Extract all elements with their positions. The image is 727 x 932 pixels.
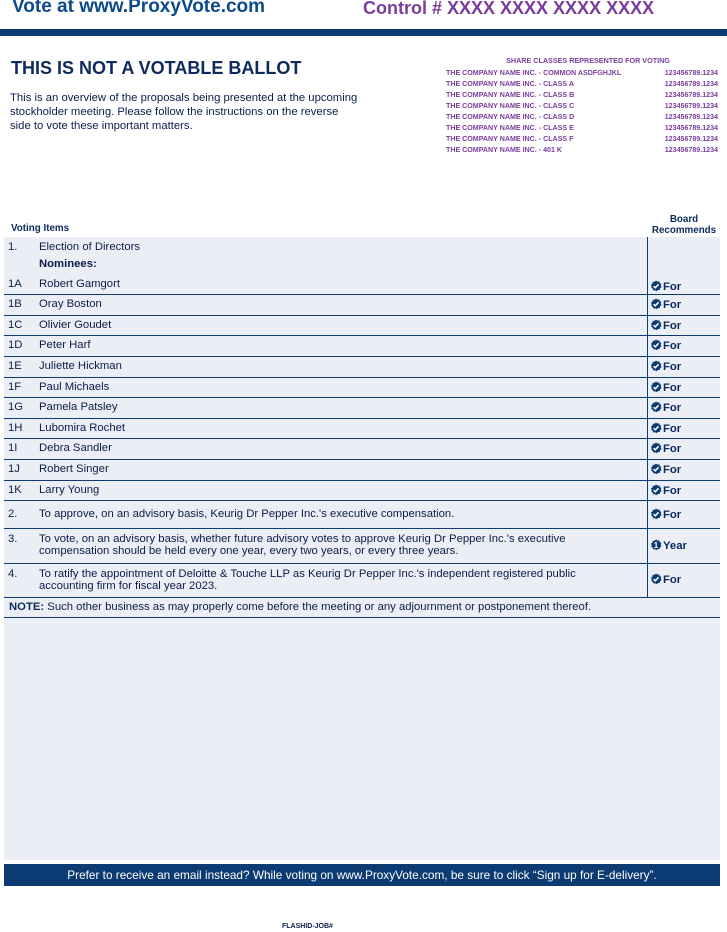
- board-recommendation: [650, 442, 681, 455]
- recommendation-label: Year: [663, 540, 687, 552]
- row-divider: [4, 335, 720, 336]
- row-divider: [4, 459, 720, 460]
- header-rule: [0, 29, 727, 36]
- board-recommends-line-2: Recommends: [651, 225, 717, 236]
- proposal-text: To approve, on an advisory basis, Keurig Dr Pepper Inc.'s executive compensation.: [39, 508, 455, 520]
- share-class-row: [446, 134, 718, 145]
- check-icon: [650, 381, 662, 393]
- check-icon: [650, 508, 662, 520]
- check-icon: [650, 422, 662, 434]
- year-badge-icon: [650, 539, 662, 551]
- check-icon: [650, 442, 662, 454]
- share-class-name: THE COMPANY NAME INC. - CLASS B: [446, 91, 575, 99]
- share-class-number: 123456789.1234: [664, 91, 718, 99]
- recommendation-label: For: [663, 423, 682, 435]
- note: [9, 601, 591, 613]
- recommendation-label: For: [663, 382, 682, 394]
- board-recommendation: [650, 298, 681, 311]
- nominee-index: 1H: [8, 422, 23, 434]
- board-recommendation: [650, 381, 681, 394]
- row-divider: [4, 563, 720, 564]
- proposal-index: 3.: [8, 533, 18, 545]
- share-class-number: 123456789.1234: [664, 113, 718, 121]
- proposal-text: To vote, on an advisory basis, whether future advisory votes to approve Keurig Dr Pepper Inc.'s executive compensation should be held every one year, every two years, or every three years.: [39, 533, 566, 557]
- nominee-index: 1D: [8, 339, 23, 351]
- control-number: Control # XXXX XXXX XXXX XXXX: [363, 0, 655, 18]
- nominee-name: Pamela Patsley: [39, 401, 118, 413]
- recommendation-label: For: [663, 443, 682, 455]
- share-class-row: [446, 68, 718, 79]
- board-recommends-line-1: Board: [669, 214, 699, 225]
- board-recommendation: [650, 539, 687, 552]
- share-classes-heading: SHARE CLASSES REPRESENTED FOR VOTING: [506, 56, 670, 65]
- check-icon: [650, 484, 662, 496]
- recommendation-divider: [647, 237, 648, 597]
- nominees-label: Nominees:: [39, 258, 97, 270]
- recommendation-label: For: [663, 509, 682, 521]
- share-class-number: 123456789.1234: [664, 102, 718, 110]
- share-class-row: [446, 145, 718, 156]
- share-class-name: THE COMPANY NAME INC. - CLASS D: [446, 113, 575, 121]
- proposal-text: Election of Directors: [39, 241, 141, 253]
- share-class-name: THE COMPANY NAME INC. - CLASS C: [446, 102, 575, 110]
- share-class-row: [446, 90, 718, 101]
- nominee-name: Robert Singer: [39, 463, 109, 475]
- flash-id: FLASHID-JOB#: [282, 923, 333, 930]
- row-divider: [4, 294, 720, 295]
- check-icon: [650, 401, 662, 413]
- nominee-index: 1K: [8, 484, 22, 496]
- proposal-text: To ratify the appointment of Deloitte & Touche LLP as Keurig Dr Pepper Inc.'s independent registered public accounting firm for fiscal year 2023.: [39, 568, 576, 592]
- nominee-index: 1E: [8, 360, 22, 372]
- recommendation-label: For: [663, 402, 682, 414]
- recommendation-label: For: [663, 340, 682, 352]
- share-class-row: [446, 101, 718, 112]
- board-recommends-header: [648, 214, 720, 236]
- board-recommendation: [650, 573, 681, 586]
- row-divider: [4, 597, 720, 598]
- share-class-number: 123456789.1234: [664, 124, 718, 132]
- share-class-row: [446, 112, 718, 123]
- recommendation-label: For: [663, 464, 682, 476]
- ballot-intro: This is an overview of the proposals being presented at the upcoming stockholder meeting. Please follow the instructions on the reverse side to vote these important matters.: [10, 92, 358, 132]
- vote-url[interactable]: Vote at www.ProxyVote.com: [12, 0, 266, 17]
- nominee-index: 1J: [8, 463, 20, 475]
- check-icon: [650, 360, 662, 372]
- row-divider: [4, 500, 720, 501]
- check-icon: [650, 319, 662, 331]
- row-divider: [4, 617, 720, 618]
- board-recommendation: [650, 319, 681, 332]
- board-recommendation: [650, 280, 681, 293]
- nominee-name: Olivier Goudet: [39, 319, 112, 331]
- recommendation-label: For: [663, 281, 682, 293]
- recommendation-label: For: [663, 361, 682, 373]
- recommendation-label: For: [663, 320, 682, 332]
- row-divider: [4, 397, 720, 398]
- check-icon: [650, 280, 662, 292]
- proposal-index: 1.: [8, 241, 18, 253]
- share-class-name: THE COMPANY NAME INC. - CLASS F: [446, 135, 574, 143]
- share-class-name: THE COMPANY NAME INC. - COMMON ASDFGHJKL: [446, 69, 622, 77]
- nominee-index: 1C: [8, 319, 23, 331]
- share-class-name: THE COMPANY NAME INC. - 401 K: [446, 146, 563, 154]
- nominee-index: 1B: [8, 298, 22, 310]
- row-divider: [4, 377, 720, 378]
- nominee-index: 1G: [8, 401, 24, 413]
- share-class-name: THE COMPANY NAME INC. - CLASS A: [446, 80, 574, 88]
- check-icon: [650, 298, 662, 310]
- row-divider: [4, 438, 720, 439]
- row-divider: [4, 356, 720, 357]
- board-recommendation: [650, 508, 681, 521]
- recommendation-label: For: [663, 574, 682, 586]
- proposal-index: 2.: [8, 508, 18, 520]
- nominee-name: Larry Young: [39, 484, 100, 496]
- year-badge-number: 1: [653, 540, 659, 550]
- nominee-name: Oray Boston: [39, 298, 102, 310]
- nominee-name: Juliette Hickman: [39, 360, 122, 372]
- row-divider: [4, 528, 720, 529]
- nominee-index: 1F: [8, 381, 22, 393]
- share-class-number: 123456789.1234: [664, 146, 718, 154]
- voting-items-header: Voting Items: [11, 223, 70, 234]
- nominee-index: 1I: [8, 442, 18, 454]
- board-recommendation: [650, 339, 681, 352]
- nominee-name: Peter Harf: [39, 339, 91, 351]
- note-label: NOTE:: [9, 601, 45, 613]
- board-recommendation: [650, 463, 681, 476]
- edelivery-banner: Prefer to receive an email instead? While voting on www.ProxyVote.com, be sure to click “Sign up for E-delivery”.: [4, 864, 720, 886]
- check-icon: [650, 573, 662, 585]
- share-class-row: [446, 79, 718, 90]
- board-recommendation: [650, 360, 681, 373]
- board-recommendation: [650, 422, 681, 435]
- check-icon: [650, 339, 662, 351]
- ballot-title: THIS IS NOT A VOTABLE BALLOT: [11, 58, 302, 78]
- nominee-name: Debra Sandler: [39, 442, 112, 454]
- row-divider: [4, 418, 720, 419]
- board-recommendation: [650, 484, 681, 497]
- check-icon: [650, 463, 662, 475]
- row-divider: [4, 480, 720, 481]
- row-divider: [4, 315, 720, 316]
- nominee-index: 1A: [8, 278, 22, 290]
- recommendation-label: For: [663, 485, 682, 497]
- share-classes: [446, 56, 718, 156]
- note-text: Such other business as may properly come before the meeting or any adjournment or postponement thereof.: [47, 601, 592, 613]
- header-bar: [0, 0, 727, 30]
- share-class-name: THE COMPANY NAME INC. - CLASS E: [446, 124, 574, 132]
- nominee-name: Paul Michaels: [39, 381, 110, 393]
- nominee-name: Lubomira Rochet: [39, 422, 126, 434]
- share-class-number: 123456789.1234: [664, 80, 718, 88]
- recommendation-label: For: [663, 299, 682, 311]
- share-class-row: [446, 123, 718, 134]
- board-recommendation: [650, 401, 681, 414]
- share-class-number: 123456789.1234: [664, 69, 718, 77]
- proposal-index: 4.: [8, 568, 18, 580]
- share-class-number: 123456789.1234: [664, 135, 718, 143]
- nominee-name: Robert Gamgort: [39, 278, 120, 290]
